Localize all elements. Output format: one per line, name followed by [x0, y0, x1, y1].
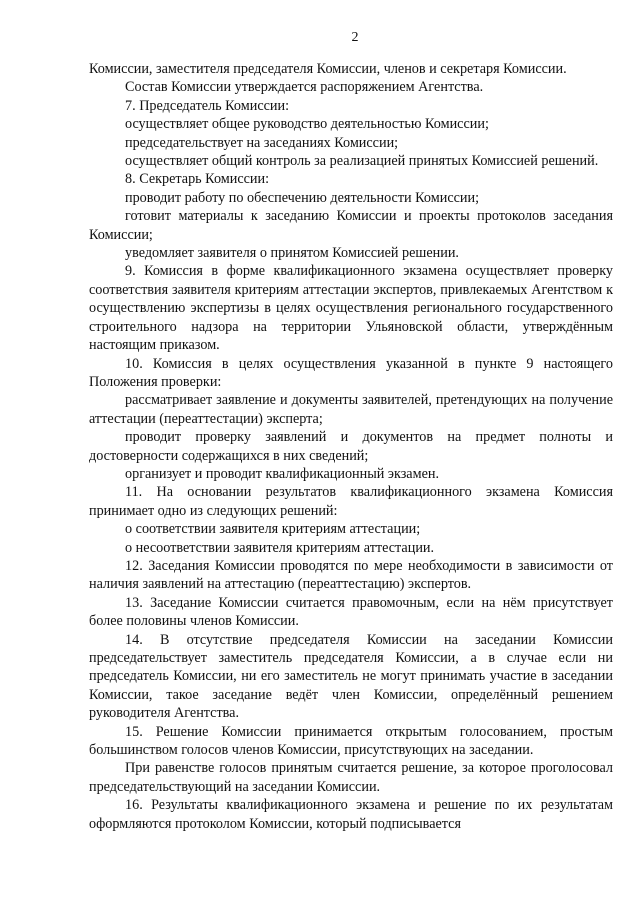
paragraph: 15. Решение Комиссии принимается открытым голосованием, простым большинством голосов членов Комиссии, присутствующих на заседании. — [89, 723, 613, 759]
paragraph: председательствует на заседаниях Комиссии; — [125, 134, 399, 151]
paragraph: 11. На основании результатов квалификационного экзамена Комиссия принимает одно из следующих решений: — [89, 484, 613, 519]
paragraph: 16. Результаты квалификационного экзамена и решение по их результатам оформляются протоколом Комиссии, который подписывается — [89, 797, 613, 832]
paragraph: 13. Заседание Комиссии считается правомочным, если на нём присутствует более половины членов Комиссии. — [89, 594, 613, 630]
paragraph: о несоответствии заявителя критериям аттестации. — [125, 539, 435, 556]
paragraph: 14. В отсутствие председателя Комиссии на заседании Комиссии председательствует заместитель председателя Комиссии, а в случае если ни председатель Комиссии, ни его заместитель не могут принимать участие в заседании Комиссии, такое заседание ведёт член Комиссии, определённый решением руководителя Агентства. — [89, 631, 613, 722]
paragraph: Состав Комиссии утверждается распоряжением Агентства. — [125, 79, 484, 96]
paragraph: о соответствии заявителя критериям аттестации; — [125, 521, 421, 538]
paragraph: 9. Комиссия в форме квалификационного экзамена осуществляет проверку соответствия заявителя критериям аттестации экспертов, привлекаемых Агентством к осуществлению экспертизы в целях осуществления регионального государственного строительного надзора на территории Ульяновской области, утверждённым настоящим приказом. — [89, 263, 613, 354]
paragraph: 8. Секретарь Комиссии: — [125, 171, 270, 188]
paragraph: уведомляет заявителя о принятом Комиссией решении. — [125, 245, 459, 262]
paragraph: 10. Комиссия в целях осуществления указанной в пункте 9 настоящего Положения проверки: — [89, 355, 613, 390]
paragraph: осуществляет общий контроль за реализацией принятых Комиссией решений. — [125, 153, 599, 170]
page-number: 2 — [351, 30, 359, 45]
paragraph: проводит работу по обеспечению деятельности Комиссии; — [125, 189, 480, 206]
paragraph: рассматривает заявление и документы заявителей, претендующих на получение аттестации (переаттестации) эксперта; — [89, 392, 613, 427]
paragraph: осуществляет общее руководство деятельностью Комиссии; — [125, 116, 489, 133]
paragraph: 7. Председатель Комиссии: — [125, 97, 290, 114]
paragraph: организует и проводит квалификационный экзамен. — [125, 465, 440, 482]
paragraph: При равенстве голосов принятым считается решение, за которое проголосовал председательствующий на заседании Комиссии. — [89, 760, 613, 795]
paragraph: проводит проверку заявлений и документов на предмет полноты и достоверности содержащихся в них сведений; — [89, 429, 613, 464]
paragraph: Комиссии, заместителя председателя Комиссии, членов и секретаря Комиссии. — [89, 61, 567, 77]
paragraph: 12. Заседания Комиссии проводятся по мере необходимости в зависимости от наличия заявлений на аттестацию (переаттестацию) экспертов. — [89, 557, 613, 593]
document-body — [89, 60, 613, 833]
paragraph: готовит материалы к заседанию Комиссии и проекты протоколов заседания Комиссии; — [89, 208, 613, 243]
